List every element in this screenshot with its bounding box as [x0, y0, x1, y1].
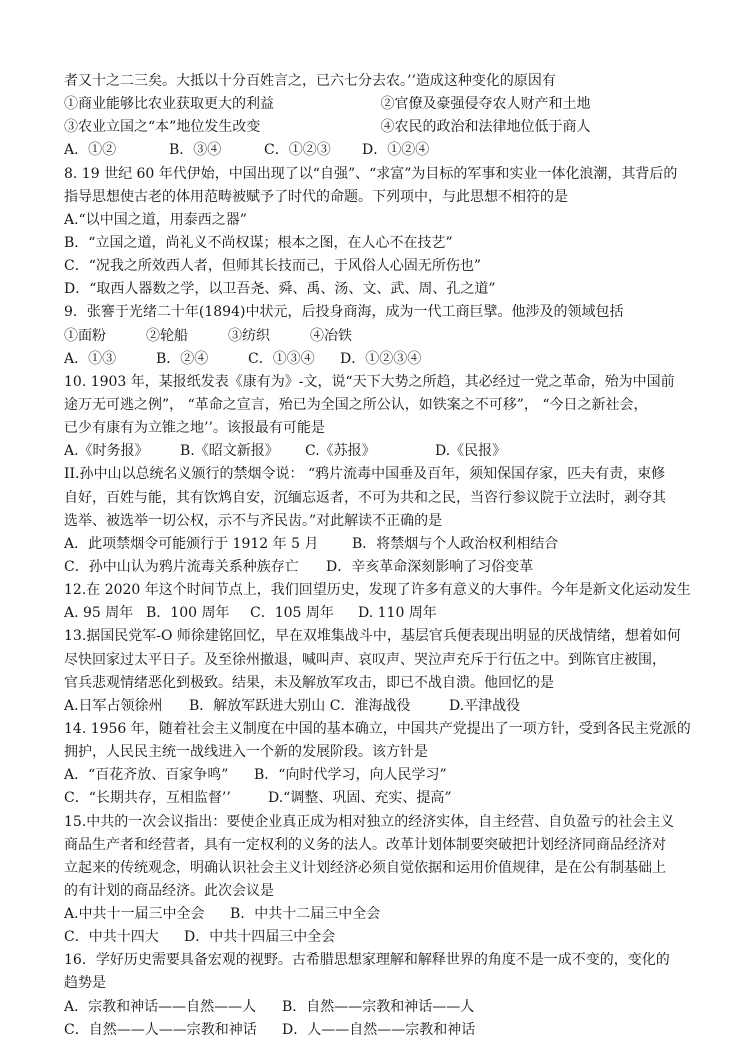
option-d: D. 110 周年 [358, 605, 437, 622]
option-row [64, 1019, 697, 1042]
question-stem: 立起来的传统观念，明确认识社会主义计划经济必须自觉依据和运用价值规律，是在公有制基础上 [64, 859, 666, 876]
option-a: A.中共十一届三中全会 [64, 906, 205, 923]
question-13 [64, 625, 697, 718]
question-stem: 官兵悲观情绪恶化到极致。结果，未及解放军攻击，即已不战自溃。他回忆的是 [64, 674, 554, 691]
option-c: C．孙中山认为鸦片流毒关系种族存亡 [64, 558, 299, 575]
option-c: C．“况我之所效西人者，但师其长技而己，于风俗人心固无所伤也” [64, 258, 482, 275]
question-stem: 者又十之二三矣。大抵以十分百姓言之，已六七分去农。’’造成这种变化的原因有 [64, 73, 556, 89]
option-c: C．自然——人——宗教和神话 [64, 1021, 257, 1038]
question-stem: 8. 19 世纪 60 年代伊始，中国出现了以“自强”、“求富”为目标的军事和实业一体化浪潮，其背后的 [64, 165, 678, 182]
option-d: D．①②③④ [340, 350, 422, 367]
option-b: B．自然——宗教和神话——人 [282, 998, 475, 1015]
option-b: B．③④ [169, 142, 222, 159]
option-row [64, 996, 697, 1019]
question-12 [64, 579, 697, 625]
question-stem: 14. 1956 年，随着社会主义制度在中国的基本确立，中国共产党提出了一项方针，受到各民主党派的 [64, 720, 691, 737]
option-b: B．100 周年 [146, 605, 230, 622]
option-d: D.《民报》 [435, 443, 507, 460]
option-row [64, 926, 697, 949]
option-d: D．中共十四届三中全会 [184, 929, 336, 946]
question-stem: II.孙中山以总统名义颁行的禁烟令说： “鸦片流毒中国垂及百年，须知保国存家，匹夫有责，束修 [64, 466, 666, 483]
option-c: C．105 周年 [250, 605, 334, 622]
statement-1: ①面粉 [64, 327, 106, 344]
question-stem: 9．张謇于光绪二十年(1894)中状元，后投身商海，成为一代工商巨擘。他涉及的领域包括 [64, 304, 624, 321]
option-a: A．此项禁烟令可能颁行于 1912 年 5 月 [64, 535, 319, 552]
option-row [64, 533, 697, 556]
option-a: A．①② [64, 142, 117, 159]
option-c: C．“长期共存，互相监督’’ [64, 790, 231, 807]
question-stem: 的有计划的商品经济。此次会议是 [64, 882, 274, 899]
option-a: A．“百花齐放、百家争鸣” [64, 767, 229, 784]
option-row [64, 348, 697, 371]
option-row [64, 903, 697, 926]
option-d: D．①②④ [362, 142, 430, 159]
statement-4: ④农民的政治和法律地位低于商人 [380, 119, 591, 136]
statement-3: ③农业立国之“本”地位发生改变 [64, 119, 261, 136]
option-a: A．①③ [64, 350, 117, 367]
question-stem: 商品生产者和经营者，具有一定权利的义务的法人。改革计划体制要突破把计划经济同商品经济对 [64, 836, 666, 853]
question-stem: 趋势是 [64, 975, 106, 992]
option-d: D．辛亥革命深刻影响了习俗变革 [326, 558, 534, 575]
statement-2: ②轮船 [146, 327, 188, 344]
option-d: D．“取西人器数之学，以卫吾尧、舜、禹、汤、文、武、周、孔之道” [64, 281, 496, 298]
option-b: B.《昭文新报》 [180, 443, 279, 460]
option-b: B．“立国之道，尚礼义不尚权谋；根本之图，在人心不在技艺” [64, 234, 453, 251]
option-row [64, 787, 697, 810]
option-b: B．“向时代学习，向人民学习” [254, 767, 447, 784]
question-stem: 12.在 2020 年这个时间节点上，我们回望历史，发现了许多有意义的大事件。今年是新文化运动发生 [64, 582, 691, 599]
option-d: D.“调整、巩固、充实、提高” [268, 790, 452, 807]
option-a: A．宗教和神话——自然——人 [64, 998, 257, 1015]
question-stem: 15.中共的一次会议指出：要使企业真正成为相对独立的经济实体，自主经营、自负盈亏的社会主义 [64, 813, 675, 830]
option-b: B．中共十二届三中全会 [230, 906, 381, 923]
question-stem: 已少有康有为立锥之地’’。该报最有可能是 [64, 420, 325, 437]
question-14 [64, 718, 697, 811]
statement-2: ②官僚及豪强侵夺农人财产和土地 [380, 96, 591, 113]
option-b: B．②④ [156, 350, 209, 367]
option-a: A.“以中国之道，用泰西之器” [64, 211, 247, 228]
option-a: A.《时务报》 [64, 443, 149, 460]
option-c: C．中共十四大 [64, 929, 159, 946]
question-11 [64, 463, 697, 579]
option-row [64, 139, 697, 162]
option-a: A.日军占领徐州 [64, 697, 163, 714]
question-stem: 尽快回家过太平日子。及至徐州撤退，喊叫声、哀叹声、哭泣声充斥于行伍之中。到陈官庄被围， [64, 651, 666, 668]
statement-row [64, 325, 697, 348]
question-9 [64, 301, 697, 370]
statement-4: ④冶铁 [310, 327, 352, 344]
option-row [64, 602, 697, 625]
option-b: B．将禁烟与个人政治权利相结合 [352, 535, 559, 552]
question-8 [64, 163, 697, 302]
option-c: C.《苏报》 [305, 443, 376, 460]
option-c: C．①③④ [248, 350, 315, 367]
question-stem: 拥护，人民民主统一战线进入一个新的发展阶段。该方针是 [64, 744, 428, 761]
option-c: C．①②③ [264, 142, 331, 159]
question-stem: 16．学好历史需要具备宏观的视野。古希腊思想家理解和解释世界的角度不是一成不变的，变化的 [64, 952, 670, 969]
option-d: D．人——自然——宗教和神话 [282, 1021, 476, 1038]
question-15 [64, 811, 697, 950]
question-16 [64, 949, 697, 1042]
option-row [64, 695, 697, 718]
option-a: A. 95 周年 [64, 605, 134, 622]
question-stem: 10. 1903 年，某报纸发表《康有为》-文，说“天下大势之所趋，其必经过一党之革命，殆为中国前 [64, 373, 675, 390]
question-stem: 自好，百姓与能，其有饮鸩自安，沉缅忘返者，不可为共和之民，当咨行参议院于立法时，剥夺其 [64, 489, 666, 506]
statement-row [64, 116, 697, 139]
question-stem: 13.据国民党军-O 师徐建铭回忆，早在双堆集战斗中，基层官兵便表现出明显的厌战情绪，想着如何 [64, 628, 681, 645]
option-row [64, 764, 697, 787]
option-row [64, 556, 697, 579]
option-b-c: B．解放军跃进大别山 C．淮海战役 [189, 697, 411, 714]
option-d: D.平津战役 [449, 697, 521, 714]
question-stem: 选举、被选举一切公权，示不与齐民齿。”对此解读不正确的是 [64, 512, 443, 529]
question-10 [64, 371, 697, 464]
question-stem: 指导思想使古老的体用范畴被赋予了时代的命题。下列项中，与此思想不相符的是 [64, 188, 568, 205]
option-row [64, 440, 697, 463]
statement-1: ①商业能够比农业获取更大的利益 [64, 96, 274, 113]
question-stem: 途万无可逃之例”， “革命之宣言，殆已为全国之所公认，如铁案之不可移”， “今日之新社会， [64, 396, 648, 413]
question-7 [64, 70, 697, 163]
statement-3: ③纺织 [228, 327, 270, 344]
statement-row [64, 93, 697, 116]
